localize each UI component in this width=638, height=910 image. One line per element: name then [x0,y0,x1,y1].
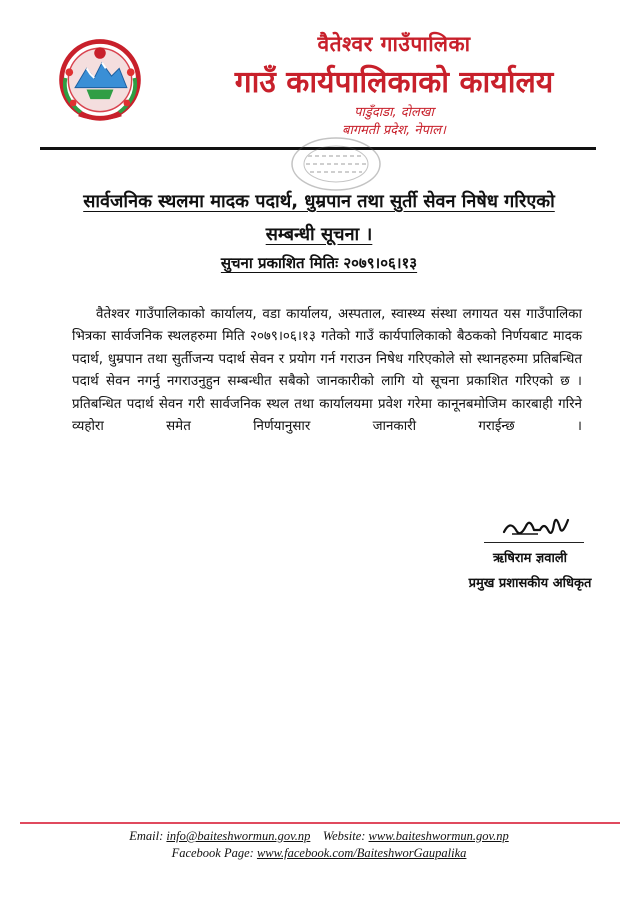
website-label: Website: [322,829,366,843]
notice-title-line1: सार्वजनिक स्थलमा मादक पदार्थ, धुम्रपान तथा सुर्ती सेवन निषेध गरिएको [83,191,555,212]
notice-paragraph [72,304,582,461]
footer-divider [20,822,620,824]
footer-facebook-line [0,846,638,861]
address-line2: बागमती प्रदेश, नेपाल। [342,123,446,138]
signatory-title: प्रमुख प्रशासकीय अधिकृत [468,576,592,591]
signature-line [484,542,584,543]
website-link[interactable]: www.baiteshwormun.gov.np [368,829,509,843]
email-link[interactable]: info@baiteshwormun.gov.np [166,829,311,843]
office-name: गाउँ कार्यपालिकाको कार्यालय [234,65,554,100]
signatory-name: ऋषिराम ज्ञवाली [492,551,568,566]
address-line1: पाडुँदाडा, दोलखा [354,105,434,120]
handwritten-signature-icon [496,510,576,544]
nepal-emblem-logo-icon [52,30,148,126]
notice-paragraph-text: वैतेश्वर गाउँपालिकाको कार्यालय, वडा कार्यालय, अस्पताल, स्वास्थ्य संस्था लगायत यस गाउँपालिका भित्रका सार्वजनिक स्थलहरुमा मिति २०७९।०६।१३ गतेको गाउँ कार्यपालिकाको बैठकको निर्णयबाट मादक पदार्थ, धुम्रपान तथा सुर्तीजन्य पदार्थ सेवन र प्रयोग गर्न गराउन निषेध गरिएकोले सो स्थानहरुमा प्रतिबन्धित पदार्थ सेवन नगर्नु नगराउनुहुन सम्बन्धीत सबैको जानकारीको लागि यो सूचना प्रकाशित गरिएको छ । प्रतिबन्धित पदार्थ सेवन गरी सार्वजनिक स्थल तथा कार्यालयमा प्रवेश गरेमा कानूनबमोजिम कारबाही गरिने व्यहोरा समेत निर्णयानुसार जानकारी गराईन्छ । [72,307,582,435]
office-seal-stamp-icon [288,134,384,194]
org-name: वैतेश्वर गाउँपालिका [317,32,471,56]
footer-contact-line [0,829,638,844]
facebook-link[interactable]: www.facebook.com/BaiteshworGaupalika [256,846,467,860]
published-date: सुचना प्रकाशित मितिः २०७९।०६।१३ [220,254,418,272]
notice-title-line2: सम्बन्धी सूचना । [265,224,373,245]
email-label: Email: [129,829,164,843]
facebook-label: Facebook Page: [171,846,254,860]
